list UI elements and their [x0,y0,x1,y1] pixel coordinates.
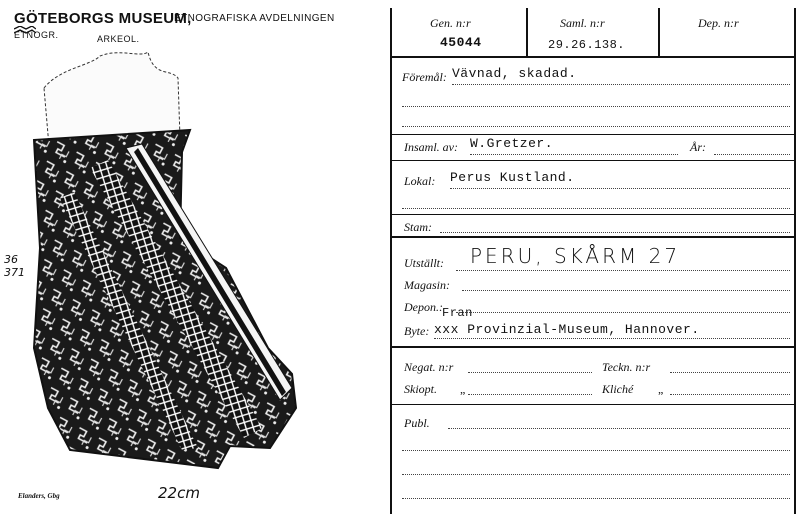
utstallt-dots [456,270,790,271]
foremal-value: Vävnad, skadad. [452,66,577,81]
card-right-border [794,8,796,514]
depon-value: Fran [442,306,473,320]
department-struck: ETNOGR. [14,30,59,40]
stam-dots [440,232,790,233]
kliche-label: Kliché [602,382,634,396]
rule-skiopt [390,404,796,405]
skiopt-dots [468,394,592,395]
depon-label: Depon.: [404,300,443,314]
lokal-label: Lokal: [404,174,436,188]
kliche-value: „ [658,382,664,396]
rule-foremal [390,134,796,135]
printer-imprint: Elanders, Gbg [18,492,60,500]
department-name: ETNOGRAFISKA AVDELNINGEN [174,13,335,24]
publ-dots-3 [402,474,790,475]
margin-note-line-2: 371 [4,266,25,279]
header-divider-2 [658,8,660,56]
skiopt-label: Skiopt. [404,382,437,396]
lokal-dots-2 [402,208,790,209]
publ-dots-4 [402,498,790,499]
negat-label: Negat. n:r [404,360,454,374]
rule-stam [390,236,796,238]
magasin-dots [462,290,790,291]
insaml-value: W.Gretzer. [470,136,554,151]
kliche-dots [670,394,790,395]
utstallt-label: Utställt: [404,256,445,270]
foremal-dots [452,84,790,85]
saml-nr-label: Saml. n:r [560,16,605,30]
margin-note-line-1: 36 [4,253,18,266]
lokal-dots [450,188,790,189]
textile-photo [30,48,310,488]
byte-label: Byte: [404,324,430,338]
foremal-dots-2 [402,106,790,107]
gen-nr-label: Gen. n:r [430,16,471,30]
gen-nr-value: 45044 [440,35,482,50]
rule-header [390,56,796,58]
teckn-dots [670,372,790,373]
foremal-label: Föremål: [402,70,447,84]
catalog-card [390,0,800,522]
rule-lokal [390,214,796,215]
margin-note [4,253,25,279]
depon-dots [456,312,790,313]
header-divider-1 [526,8,528,56]
ar-label: År: [690,140,706,154]
foremal-dots-3 [402,126,790,127]
rule-insaml [390,160,796,161]
byte-dots [434,338,790,339]
lokal-value: Perus Kustland. [450,170,575,185]
museum-name: GÖTEBORGS MUSEUM, [14,10,192,27]
publ-label: Publ. [404,416,430,430]
card-left-border [390,8,392,514]
publ-dots-2 [402,450,790,451]
dep-nr-label: Dep. n:r [698,16,739,30]
ar-dots [714,154,790,155]
insaml-dots [470,154,678,155]
department-alt: ARKEOL. [97,34,140,44]
insaml-label: Insaml. av: [404,140,458,154]
utstallt-value: PERU, SKÅRM 27 [470,244,681,268]
skiopt-value: „ [460,382,466,396]
scale-note: 22cm [158,484,200,502]
saml-nr-value: 29.26.138. [548,38,626,52]
strike-mark [14,26,36,40]
rule-byte [390,346,796,348]
magasin-label: Magasin: [404,278,450,292]
stam-label: Stam: [404,220,432,234]
negat-dots [468,372,592,373]
teckn-label: Teckn. n:r [602,360,651,374]
byte-value: xxx Provinzial-Museum, Hannover. [434,322,700,337]
publ-dots [448,428,790,429]
